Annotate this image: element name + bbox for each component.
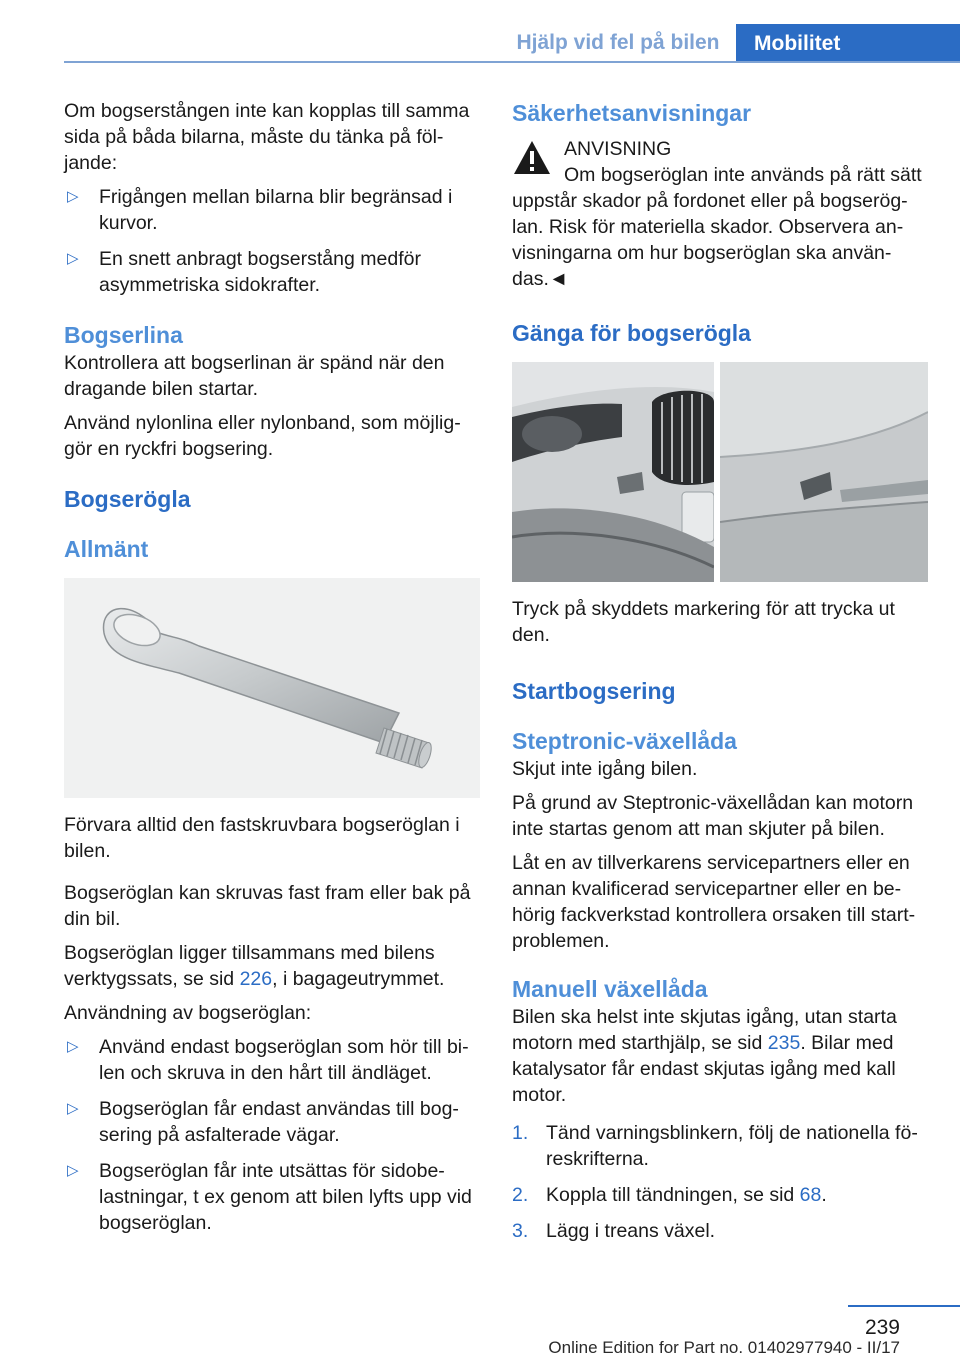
mount-paragraph: Bogseröglan kan skruvas fast fram eller bak på din bil. — [64, 882, 471, 930]
notice-block — [512, 136, 928, 292]
right-column — [512, 98, 928, 1254]
list-item: ▷ Använd endast bogseröglan som hör till bilen och skruva in den hårt till ändläget. — [67, 1036, 469, 1084]
steptronic-paragraph-1: Skjut inte igång bilen. — [512, 758, 698, 780]
notice-text: Om bogseröglan inte används på rätt sätt uppstår skador på fordonet eller på bogseröglan. Risk för materiella skador. Observera anvisningarna om hur bogseröglan ska användas.◄ — [512, 164, 922, 290]
bogserlina-paragraph-1: Kontrollera att bogserlinan är spänd när den dragande bilen startar. — [64, 352, 445, 400]
list-item: 3. Lägg i treans växel. — [512, 1220, 716, 1242]
page-header — [0, 0, 960, 62]
triangle-right-icon: ▷ — [67, 1038, 79, 1055]
steptronic-paragraph-2: På grund av Steptronic-växellådan kan motorn inte startas genom att man skjuter på bilen. — [512, 792, 914, 840]
usage-intro: Användning av bogseröglan: — [64, 1002, 312, 1024]
jumpstart-heading: Startbogsering — [512, 678, 676, 704]
manual-heading: Manuell växellåda — [512, 976, 708, 1002]
thread-heading: Gänga för bogserögla — [512, 320, 751, 346]
bumper-photo — [512, 362, 928, 582]
cover-paragraph: Tryck på skyddets markering för att trycka ut den. — [512, 598, 895, 646]
steptronic-heading: Steptronic-växellåda — [512, 728, 737, 754]
triangle-right-icon: ▷ — [67, 250, 79, 267]
storage-paragraph: Förvara alltid den fastskruvbara bogseröglan i bilen. — [64, 814, 460, 862]
kit-paragraph: Bogseröglan ligger tillsammans med bilens verktygssats, se sid 226, i bagageutrymmet. — [64, 942, 445, 990]
safety-heading: Säkerhetsanvisningar — [512, 100, 752, 126]
steps-list — [512, 1120, 928, 1244]
page-number: 239 — [864, 1316, 900, 1339]
list-item: ▷ En snett anbragt bogserstång medför asymmetriska sidokrafter. — [67, 248, 421, 296]
left-column — [64, 98, 480, 1246]
allmant-heading: Allmänt — [64, 536, 149, 562]
tow-eye-illustration — [64, 578, 480, 798]
intro-bullet-list — [64, 184, 480, 298]
steptronic-paragraph-3: Låt en av tillverkarens servicepartners eller en annan kvalificerad servicepartner eller en behörig fackverkstad kontrollera orsaken till startproblemen. — [512, 852, 916, 952]
page-link-235[interactable]: 235 — [767, 1032, 801, 1054]
list-item: 1. Tänd varningsblinkern, följ de nationella föreskrifterna. — [512, 1122, 918, 1170]
triangle-right-icon: ▷ — [67, 1162, 79, 1179]
bogserlina-heading: Bogserlina — [64, 322, 183, 348]
notice-label: ANVISNING — [564, 138, 672, 160]
usage-bullet-list — [64, 1034, 480, 1236]
bogserlina-paragraph-2: Använd nylonlina eller nylonband, som möjliggör en ryckfri bogsering. — [64, 412, 461, 460]
triangle-right-icon: ▷ — [67, 188, 79, 205]
tow-eye-icon — [64, 578, 480, 798]
list-item: 2. Koppla till tändningen, se sid 68. — [512, 1184, 827, 1206]
footer-rule — [848, 1305, 960, 1307]
section-tab[interactable]: Hjälp vid fel på bilen — [516, 31, 720, 54]
intro-paragraph: Om bogserstången inte kan kopplas till samma sida på båda bilarna, måste du tänka på följande: — [64, 100, 470, 174]
chapter-tab[interactable]: Mobilitet — [736, 24, 960, 63]
edition-text: Online Edition for Part no. 01402977940 - II/17 — [548, 1338, 900, 1357]
triangle-right-icon: ▷ — [67, 1100, 79, 1117]
manual-paragraph: Bilen ska helst inte skjutas igång, utan starta motorn med starthjälp, se sid 235. Bilar med katalysator får endast skjutas igång med kall motor. — [512, 1006, 897, 1106]
bumper-photo-front — [512, 362, 714, 582]
list-item: ▷ Bogseröglan får inte utsättas för sidobelastningar, t ex genom att bilen lyfts upp vid bogseröglan. — [67, 1160, 472, 1234]
list-item: ▷ Frigången mellan bilarna blir begränsad i kurvor. — [67, 186, 453, 234]
bumper-photo-rear — [720, 362, 928, 582]
header-rule — [64, 61, 960, 63]
page-link-226[interactable]: 226 — [239, 968, 273, 990]
list-item: ▷ Bogseröglan får endast användas till bogsering på asfalterade vägar. — [67, 1098, 459, 1146]
warning-triangle-icon — [512, 138, 552, 178]
bogserogla-heading: Bogserögla — [64, 486, 191, 512]
page-link-68[interactable]: 68 — [799, 1184, 822, 1206]
